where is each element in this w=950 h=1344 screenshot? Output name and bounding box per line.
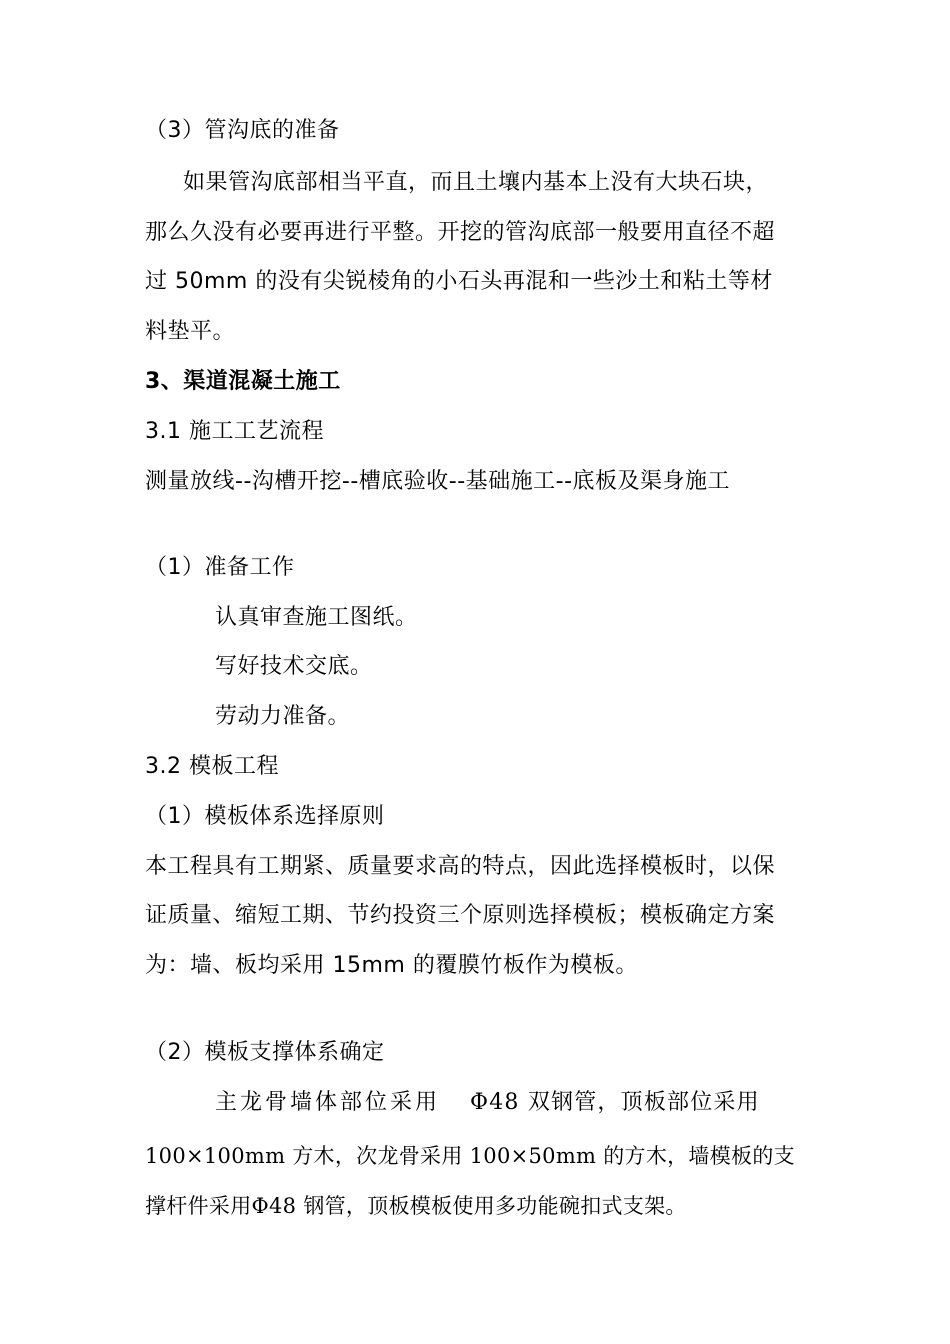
subsection-heading-support-system: （2）模板支撑体系确定	[145, 1040, 385, 1065]
list-item: 劳动力准备。	[215, 704, 351, 729]
section-heading-canal-concrete: 3、渠道混凝土施工	[145, 369, 341, 394]
subsection-heading-formwork: 3.2 模板工程	[145, 754, 279, 779]
paragraph-line: 主龙骨墙体部位采用	[215, 1090, 441, 1115]
list-item: 认真审查施工图纸。	[215, 605, 418, 630]
paragraph-line: 过 50mm 的没有尖锐棱角的小石头再混和一些沙土和粘土等材	[145, 269, 773, 294]
paragraph-line: 料垫平。	[145, 319, 236, 344]
paragraph-line: 为：墙、板均采用 15mm 的覆膜竹板作为模板。	[145, 953, 638, 978]
process-flow-line: 测量放线--沟槽开挖--槽底验收--基础施工--底板及渠身施工	[145, 469, 731, 494]
paragraph-line: 如果管沟底部相当平直，而且土壤内基本上没有大块石块，	[183, 170, 769, 195]
subsection-heading-preparation: （1）准备工作	[145, 555, 295, 580]
subsection-heading-process-flow: 3.1 施工工艺流程	[145, 419, 324, 444]
paragraph-line: Φ48 双钢管，顶板部位采用	[470, 1090, 760, 1115]
subsection-heading-formwork-principle: （1）模板体系选择原则	[145, 804, 385, 829]
paragraph-line: 撑杆件采用Φ48 钢管，顶板模板使用多功能碗扣式支架。	[145, 1194, 687, 1218]
paragraph-line: 证质量、缩短工期、节约投资三个原则选择模板；模板确定方案	[145, 903, 776, 928]
list-item: 写好技术交底。	[215, 654, 373, 679]
subsection-heading-trench-bottom: （3）管沟底的准备	[145, 118, 340, 143]
paragraph-line: 那么久没有必要再进行平整。开挖的管沟底部一般要用直径不超	[145, 220, 776, 245]
paragraph-line: 100×100mm 方木，次龙骨采用 100×50mm 的方木，墙模板的支	[145, 1144, 795, 1168]
paragraph-line: 本工程具有工期紧、质量要求高的特点，因此选择模板时，以保	[145, 854, 776, 879]
